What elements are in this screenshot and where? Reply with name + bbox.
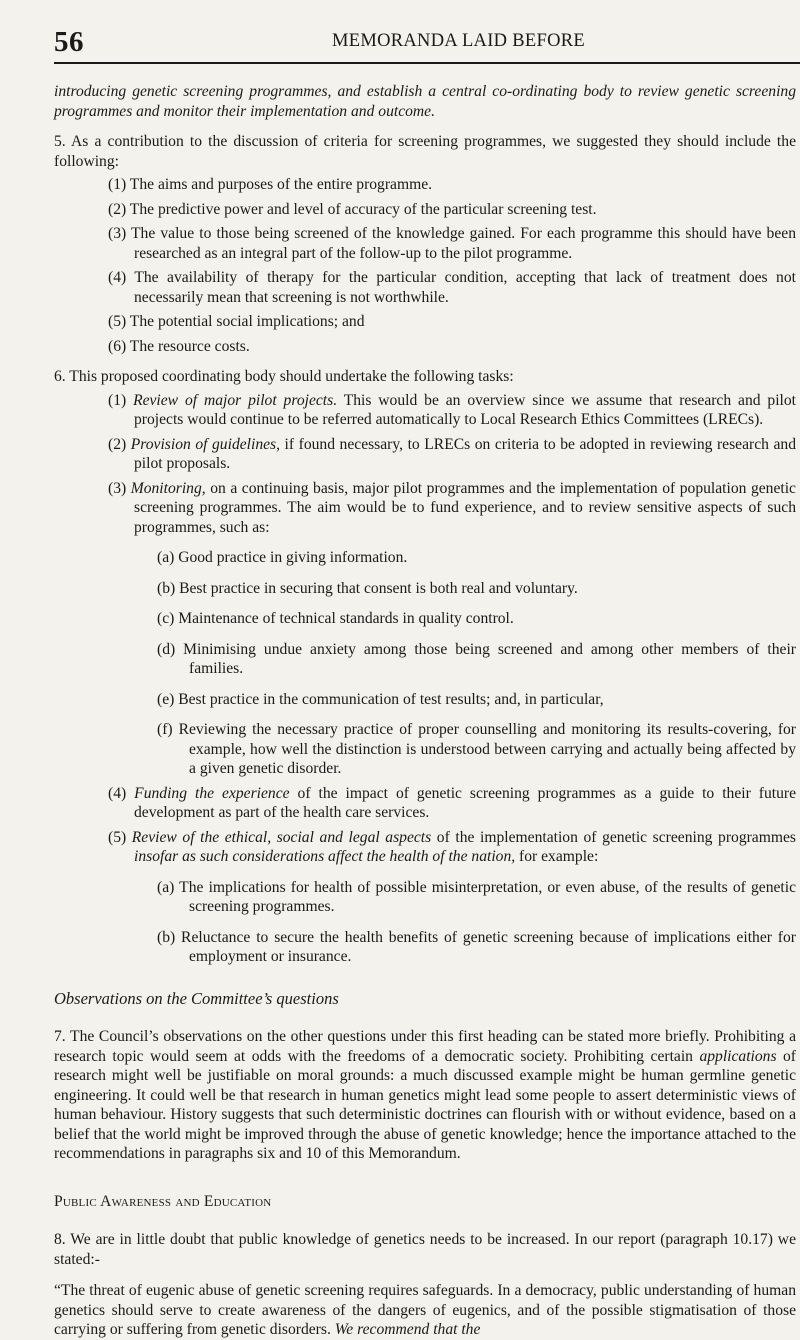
intro-paragraph: introducing genetic screening programmes, and establish a central co-ordinating body to review genetic screening programmes and monitor their implementation and outcome. (54, 83, 796, 120)
criteria-item-4: (4) The availability of therapy for the particular condition, accepting that lack of treatment does not necessarily mean that screening is not worthwhile. (108, 269, 796, 306)
task-item-4-text: of the impact of genetic screening programmes as a guide to their future development as part of the health care services. (134, 784, 796, 821)
criteria-item-5: (5) The potential social implications; and (108, 313, 365, 330)
task-item-3-text: on a continuing basis, major pilot programmes and the implementation of population genetic screening programmes. The aim would be to fund experience, and to review sensitive aspects of such programmes, such as: (134, 479, 796, 536)
header-rule (54, 62, 800, 64)
quotation-recommendation: We recommend that the (334, 1321, 481, 1338)
task-item-1-title: Review of major pilot projects. (133, 391, 338, 409)
task-item-5-title: Review of the ethical, social and legal aspects (131, 828, 432, 846)
running-head: MEMORANDA LAID BEFORE (332, 31, 585, 51)
task-item-2-text: if found necessary, to LRECs on criteria to be adopted in reviewing research and pilot proposals. (134, 435, 796, 472)
review-subitem-b: (b) Reluctance to secure the health benefits of genetic screening because of implications either for employment or insurance. (157, 928, 796, 965)
task-item-1 (108, 391, 796, 430)
paragraph-7-emphasis: applications (699, 1047, 777, 1065)
task-item-4 (108, 784, 796, 823)
observations-heading: Observations on the Committee’s questions (54, 988, 339, 1008)
page-number: 56 (54, 26, 84, 58)
task-item-5-text-2: for example: (515, 848, 599, 865)
task-item-3 (108, 479, 796, 538)
quotation (54, 1281, 796, 1340)
tasks-list (54, 391, 796, 538)
task-item-2-number: (2) (108, 435, 131, 453)
review-subitem-a: (a) The implications for health of possible misinterpretation, or even abuse, of the results of genetic screening programmes. (157, 878, 796, 915)
task-item-2 (108, 435, 796, 474)
monitoring-subitem-c: (c) Maintenance of technical standards in quality control. (157, 610, 514, 627)
public-awareness-heading: Public Awareness and Education (54, 1192, 272, 1210)
paragraph-8: 8. We are in little doubt that public knowledge of genetics needs to be increased. In our report (paragraph 10.17) we stated:- (54, 1231, 796, 1268)
task-item-2-title: Provision of guidelines, (130, 435, 281, 453)
task-item-5-title-2: insofar as such considerations affect the health of the nation, (134, 848, 516, 865)
criteria-item-6: (6) The resource costs. (108, 337, 250, 355)
criteria-item-1: (1) The aims and purposes of the entire programme. (108, 176, 433, 193)
criteria-item-3: (3) The value to those being screened of the knowledge gained. For each programme this should have been researched as an integral part of the follow-up to the pilot programme. (108, 225, 796, 262)
document-body (54, 82, 796, 1340)
review-sublist (54, 878, 796, 967)
criteria-list (54, 175, 796, 356)
monitoring-subitem-a: (a) Good practice in giving information. (157, 549, 408, 566)
monitoring-subitem-e: (e) Best practice in the communication of test results; and, in particular, (157, 690, 604, 708)
quotation-text: “The threat of eugenic abuse of genetic screening requires safeguards. In a democracy, public understanding of human genetics should serve to create awareness of the dangers of eugenics, and of the possible stigmatisation of those carrying or suffering from genetic disorders. (54, 1282, 796, 1338)
page-header (54, 26, 794, 60)
task-item-5-text: of the implementation of genetic screening programmes (431, 828, 796, 846)
task-item-3-title: Monitoring, (130, 479, 206, 497)
task-item-3-number: (3) (108, 479, 131, 497)
task-item-4-number: (4) (108, 784, 135, 802)
task-item-1-number: (1) (108, 391, 134, 409)
criteria-item-2: (2) The predictive power and level of accuracy of the particular screening test. (108, 200, 597, 218)
monitoring-subitem-f: (f) Reviewing the necessary practice of proper counselling and monitoring its results-covering, for example, how well the distinction is understood between carrying and actually being affected by a given genetic disorder. (157, 721, 796, 777)
monitoring-subitem-b: (b) Best practice in securing that consent is both real and voluntary. (157, 579, 578, 597)
paragraph-7-part-2: of research might well be justifiable on moral grounds: a much discussed example might be human germline genetic engineering. It could well be that research in human genetics might lead some people to assert deterministic views of human behaviour. History suggests that such deterministic doctrines can flourish with or without evidence, based on a belief that the world might be improved through the abuse of genetic knowledge; hence the importance attached to the recommendations in paragraphs six and 10 of this Memorandum. (54, 1047, 797, 1162)
paragraph-5: 5. As a contribution to the discussion of criteria for screening programmes, we suggested they should include the following: (54, 133, 796, 170)
paragraph-7-part-1: 7. The Council’s observations on the other questions under this first heading can be stated more briefly. Prohibiting a research topic would seem at odds with the freedoms of a democratic society. Prohibiting certain (54, 1028, 796, 1065)
monitoring-sublist (54, 548, 796, 779)
tasks-list-continued (54, 784, 796, 867)
paragraph-6: 6. This proposed coordinating body should undertake the following tasks: (54, 368, 514, 385)
paragraph-7 (54, 1027, 796, 1164)
monitoring-subitem-d: (d) Minimising undue anxiety among those being screened and among other members of their families. (157, 640, 796, 677)
task-item-5-number: (5) (108, 828, 132, 846)
task-item-5 (108, 828, 796, 867)
task-item-4-title: Funding the experience (134, 784, 290, 802)
task-item-1-text: This would be an overview since we assume that research and pilot projects would continue to be referred automatically to Local Research Ethics Committees (LRECs). (134, 391, 796, 428)
